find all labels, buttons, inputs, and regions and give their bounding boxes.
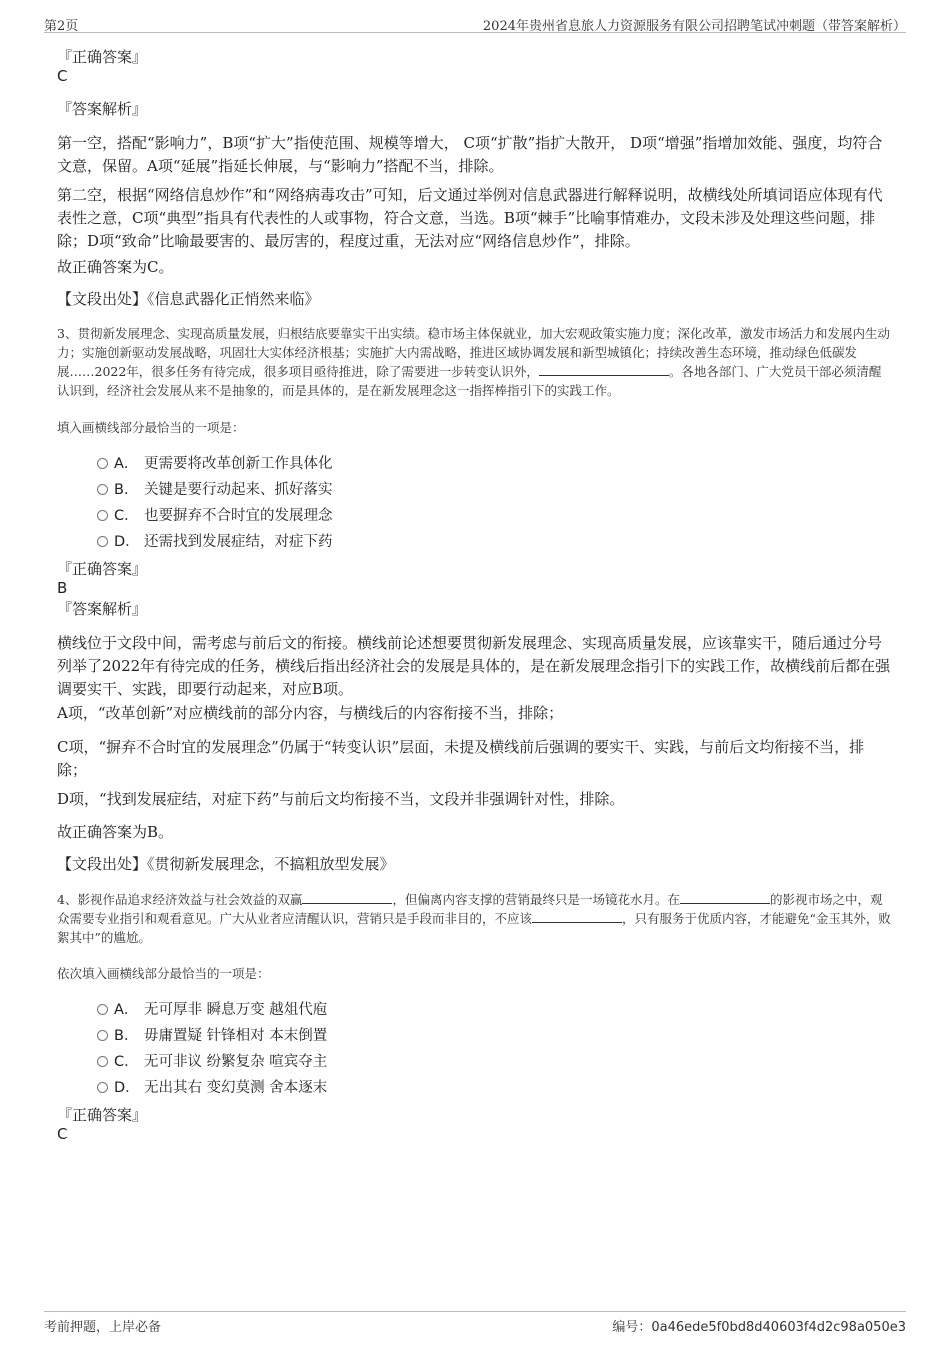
conclusion: 故正确答案为B。 — [57, 823, 174, 841]
option-b[interactable]: B． 关键是要行动起来、抓好落实 — [97, 478, 333, 500]
analysis-label: 『答案解析』 — [57, 100, 148, 118]
option-a[interactable]: A． 无可厚非 瞬息万变 越俎代庖 — [97, 998, 327, 1020]
option-c[interactable]: C． 也要摒弃不合时宜的发展理念 — [97, 504, 333, 526]
document-code: 编号：0a46ede5f0bd8d40603f4d2c98a050e3 — [612, 1320, 906, 1335]
source-citation: 【文段出处】《信息武器化正悄然来临》 — [57, 290, 320, 308]
blank-line — [532, 909, 622, 923]
answer-label: 『正确答案』 — [57, 48, 148, 66]
question-prompt: 填入画横线部分最恰当的一项是： — [57, 420, 245, 435]
radio-icon[interactable] — [97, 484, 108, 495]
radio-icon[interactable] — [97, 1030, 108, 1041]
document-title: 2024年贵州省息旅人力资源服务有限公司招聘笔试冲刺题（带答案解析） — [482, 19, 906, 34]
answer-label: 『正确答案』 — [57, 1106, 148, 1124]
radio-icon[interactable] — [97, 458, 108, 469]
question-prompt: 依次填入画横线部分最恰当的一项是： — [57, 966, 270, 981]
answer-value: B — [57, 579, 68, 597]
radio-icon[interactable] — [97, 1004, 108, 1015]
option-d[interactable]: D． 无出其右 变幻莫测 舍本逐末 — [97, 1076, 327, 1098]
option-a[interactable]: A． 更需要将改革创新工作具体化 — [97, 452, 333, 474]
analysis-paragraph: C项，“摒弃不合时宜的发展理念”仍属于“转变认识”层面，未提及横线前后强调的要实干、实践，与前后文均衔接不当，排除； — [57, 738, 865, 779]
option-d[interactable]: D． 还需找到发展症结，对症下药 — [97, 530, 333, 552]
page-footer — [44, 1311, 906, 1342]
radio-icon[interactable] — [97, 1082, 108, 1093]
analysis-paragraph: 横线位于文段中间，需考虑与前后文的衔接。横线前论述想要贯彻新发展理念、实现高质量发展，应该靠实干，随后通过分号列举了2022年有待完成的任务，横线后指出经济社会的发展是具体的，是在新发展理念指引下的实践工作，故横线前后都在强调要实干、实践，即要行动起来，对应B项。 — [57, 634, 891, 698]
radio-icon[interactable] — [97, 536, 108, 547]
conclusion: 故正确答案为C。 — [57, 258, 174, 276]
option-c[interactable]: C． 无可非议 纷繁复杂 喧宾夺主 — [97, 1050, 327, 1072]
answer-value: C — [57, 67, 68, 85]
page-header — [44, 10, 906, 33]
analysis-label: 『答案解析』 — [57, 600, 148, 618]
blank-line — [302, 890, 392, 904]
analysis-paragraph: 第二空，根据“网络信息炒作”和“网络病毒攻击”可知，后文通过举例对信息武器进行解释说明，故横线处所填词语应体现有代表性之意，C项“典型”指具有代表性的人或事物，符合文意，当选。B项“棘手”比喻事情难办，文段未涉及处理这些问题，排除；D项“致命”比喻最要害的、最厉害的，程度过重，无法对应“网络信息炒作”，排除。 — [57, 186, 883, 250]
source-citation: 【文段出处】《贯彻新发展理念，不搞粗放型发展》 — [57, 855, 395, 873]
footer-slogan: 考前押题，上岸必备 — [44, 1320, 162, 1335]
analysis-paragraph: D项，“找到发展症结，对症下药”与前后文均衔接不当，文段并非强调针对性，排除。 — [57, 790, 625, 808]
blank-line — [539, 362, 669, 376]
answer-value: C — [57, 1125, 68, 1143]
page-number: 第2页 — [44, 19, 79, 34]
answer-label: 『正确答案』 — [57, 560, 148, 578]
question-stem: 3、贯彻新发展理念、实现高质量发展，归根结底要靠实干出实绩。稳市场主体保就业，加大宏观政策实施力度；深化改革，激发市场活力和发展内生动力；实施创新驱动发展战略，巩固壮大实体经济根基；实施扩大内需战略，推进区域协调发展和新型城镇化；持续改善生态环境，推动绿色低碳发展……2022年，很多任务有待完成，很多项目亟待推进，除了需要进一步转变认识外， 。各地各部门、广大党员干部必须清醒认识到，经济社会发展从来不是抽象的，而是具体的，是在新发展理念这一指挥棒指引下的实践工作。 — [57, 326, 890, 398]
radio-icon[interactable] — [97, 510, 108, 521]
question-stem: 4、影视作品追求经济效益与社会效益的双赢 ，但偏离内容支撑的营销最终只是一场镜花水月。在 的影视市场之中，观众需要专业指引和观看意见。广大从业者应清醒认识，营销只是手段而非目的，不应该 ，只有服务于优质内容，才能避免“金玉其外，败絮其中”的尴尬。 — [57, 892, 891, 945]
analysis-paragraph: A项，“改革创新”对应横线前的部分内容，与横线后的内容衔接不当，排除； — [57, 704, 564, 722]
option-b[interactable]: B． 毋庸置疑 针锋相对 本末倒置 — [97, 1024, 327, 1046]
radio-icon[interactable] — [97, 1056, 108, 1067]
blank-line — [680, 890, 770, 904]
analysis-paragraph: 第一空，搭配“影响力”，B项“扩大”指使范围、规模等增大， C项“扩散”指扩大散开， D项“增强”指增加效能、强度，均符合文意，保留。A项“延展”指延长伸展，与“影响力”搭配不当，排除。 — [57, 134, 883, 175]
